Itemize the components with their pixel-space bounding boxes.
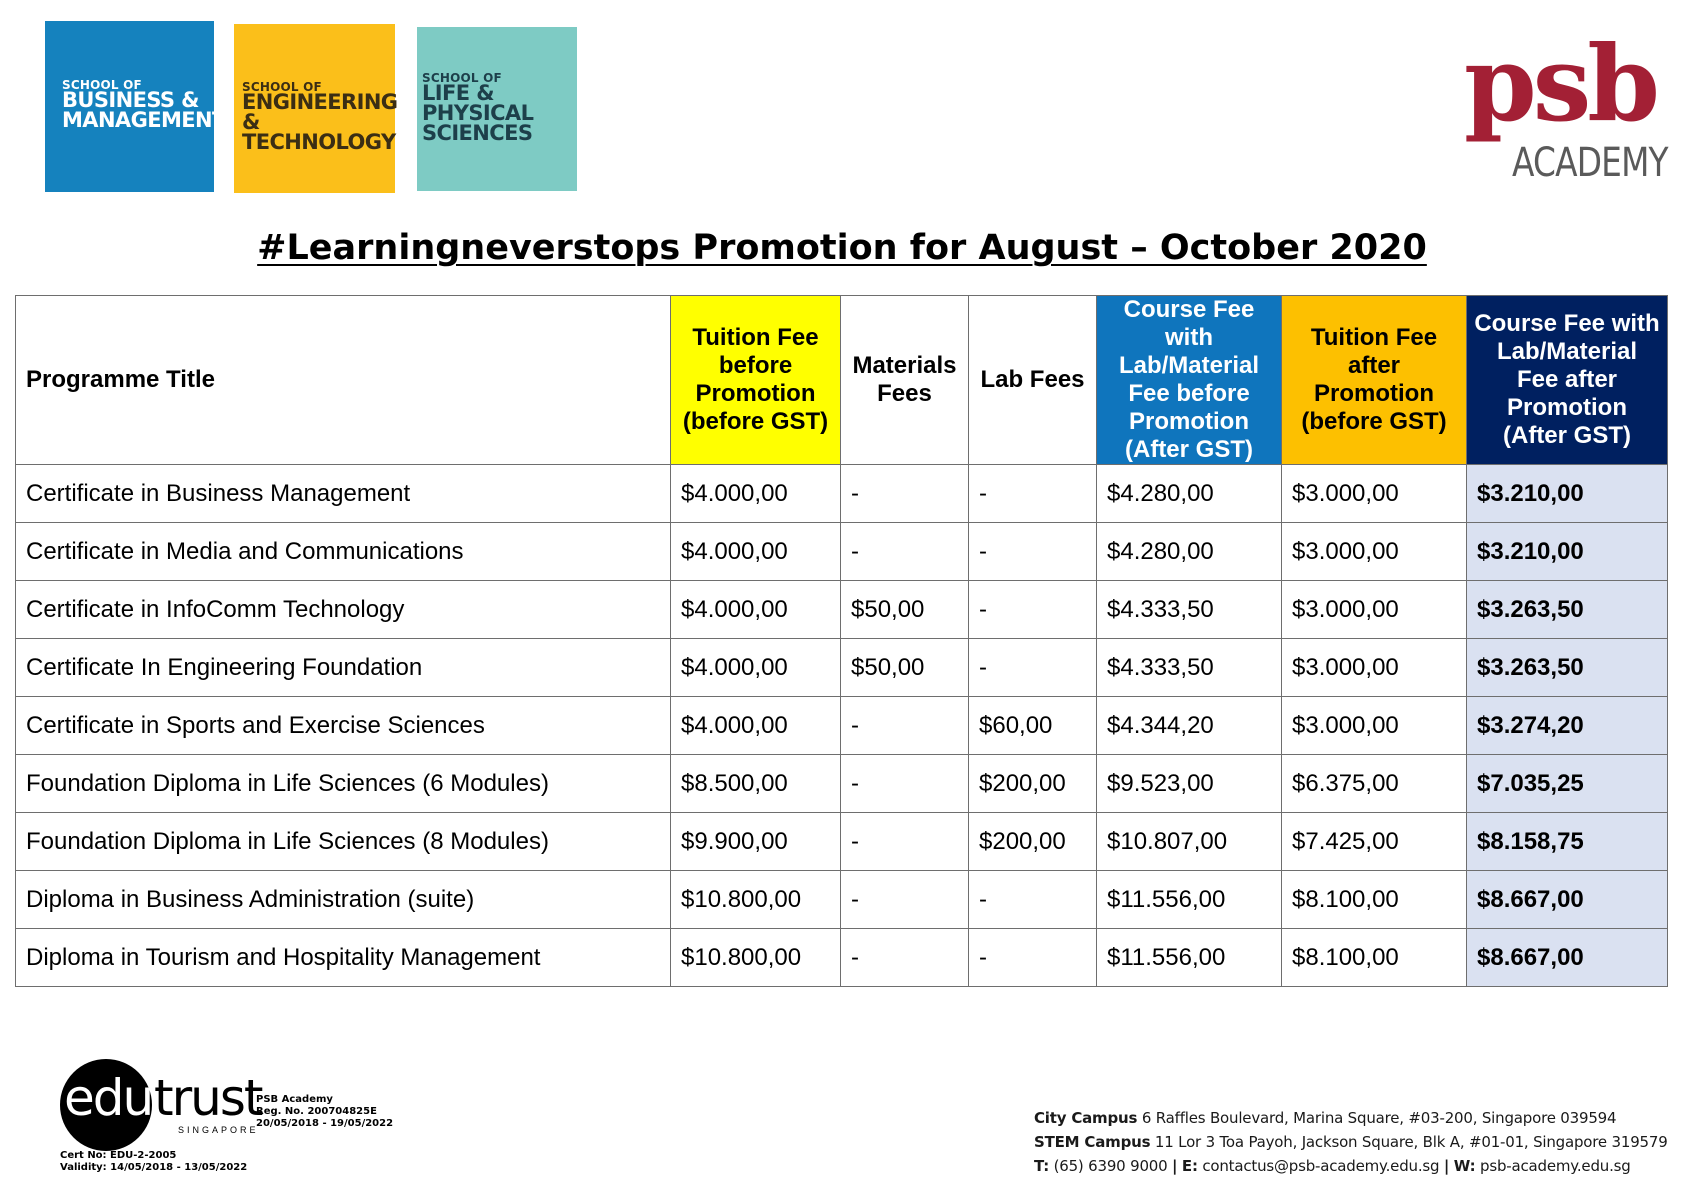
contact-info bbox=[1034, 1106, 1668, 1178]
tuition-before-cell: $9.900,00 bbox=[671, 813, 841, 871]
psb-academy-logo bbox=[1460, 22, 1668, 186]
table-row bbox=[16, 871, 1668, 929]
tuition-after-cell: $3.000,00 bbox=[1282, 523, 1467, 581]
programme-title-cell: Diploma in Business Administration (suite) bbox=[16, 871, 671, 929]
materials-fee-cell: - bbox=[841, 697, 969, 755]
header-course-fee-after: Course Fee with Lab/Material Fee after Promotion (After GST) bbox=[1467, 296, 1668, 465]
course-fee-before-cell: $9.523,00 bbox=[1097, 755, 1282, 813]
course-fee-after-cell: $3.210,00 bbox=[1467, 523, 1668, 581]
header-tuition-after: Tuition Fee after Promotion (before GST) bbox=[1282, 296, 1467, 465]
edutrust-trust: trust bbox=[154, 1069, 262, 1127]
programme-title-cell: Certificate In Engineering Foundation bbox=[16, 639, 671, 697]
lab-fee-cell: $60,00 bbox=[969, 697, 1097, 755]
tuition-after-cell: $3.000,00 bbox=[1282, 465, 1467, 523]
tuition-before-cell: $4.000,00 bbox=[671, 523, 841, 581]
lab-fee-cell: $200,00 bbox=[969, 813, 1097, 871]
lab-fee-cell: - bbox=[969, 465, 1097, 523]
phone-number: (65) 6390 9000 bbox=[1053, 1157, 1168, 1175]
course-fee-before-cell: $4.344,20 bbox=[1097, 697, 1282, 755]
materials-fee-cell: - bbox=[841, 465, 969, 523]
materials-fee-cell: $50,00 bbox=[841, 581, 969, 639]
tuition-after-cell: $8.100,00 bbox=[1282, 871, 1467, 929]
tuition-before-cell: $4.000,00 bbox=[671, 581, 841, 639]
programme-title-cell: Certificate in Business Management bbox=[16, 465, 671, 523]
psb-logo-word: psb bbox=[1464, 22, 1656, 145]
tuition-after-cell: $8.100,00 bbox=[1282, 929, 1467, 987]
logo-line: ENGINEERING & bbox=[242, 90, 398, 135]
materials-fee-cell: $50,00 bbox=[841, 639, 969, 697]
logo-line: TECHNOLOGY bbox=[242, 130, 396, 155]
tuition-before-cell: $8.500,00 bbox=[671, 755, 841, 813]
course-fee-before-cell: $11.556,00 bbox=[1097, 929, 1282, 987]
table-row bbox=[16, 581, 1668, 639]
tuition-after-cell: $7.425,00 bbox=[1282, 813, 1467, 871]
web-label: W: bbox=[1453, 1157, 1476, 1175]
logo-line: SCHOOL OF bbox=[422, 71, 502, 85]
table-row bbox=[16, 523, 1668, 581]
course-fee-before-cell: $4.280,00 bbox=[1097, 523, 1282, 581]
stem-campus-address: 11 Lor 3 Toa Payoh, Jackson Square, Blk A, #01-01, Singapore 319579 bbox=[1154, 1133, 1668, 1151]
programme-title-cell: Certificate in Sports and Exercise Sciences bbox=[16, 697, 671, 755]
course-fee-after-cell: $8.667,00 bbox=[1467, 871, 1668, 929]
school-life-sciences-logo bbox=[417, 27, 577, 191]
tuition-after-cell: $6.375,00 bbox=[1282, 755, 1467, 813]
materials-fee-cell: - bbox=[841, 813, 969, 871]
logo-line: PHYSICAL bbox=[422, 101, 534, 126]
lab-fee-cell: - bbox=[969, 523, 1097, 581]
header-materials-fees: Materials Fees bbox=[841, 296, 969, 465]
city-campus-line bbox=[1034, 1106, 1668, 1130]
city-campus-label: City Campus bbox=[1034, 1109, 1138, 1127]
table-row bbox=[16, 697, 1668, 755]
tuition-after-cell: $3.000,00 bbox=[1282, 639, 1467, 697]
course-fee-after-cell: $8.667,00 bbox=[1467, 929, 1668, 987]
course-fee-before-cell: $10.807,00 bbox=[1097, 813, 1282, 871]
edutrust-reg: Reg. No. 200704825E bbox=[256, 1106, 377, 1117]
table-row bbox=[16, 639, 1668, 697]
edutrust-edu: edu bbox=[64, 1069, 153, 1127]
materials-fee-cell: - bbox=[841, 755, 969, 813]
course-fee-after-cell: $3.263,50 bbox=[1467, 639, 1668, 697]
materials-fee-cell: - bbox=[841, 929, 969, 987]
header-tuition-before: Tuition Fee before Promotion (before GST) bbox=[671, 296, 841, 465]
edutrust-details bbox=[256, 1094, 393, 1130]
cert-info bbox=[60, 1150, 247, 1174]
psb-logo-academy: ACADEMY bbox=[1512, 140, 1668, 186]
separator: | bbox=[1172, 1157, 1178, 1175]
edutrust-logo bbox=[58, 1055, 262, 1135]
course-fee-after-cell: $8.158,75 bbox=[1467, 813, 1668, 871]
city-campus-address: 6 Raffles Boulevard, Marina Square, #03-200, Singapore 039594 bbox=[1141, 1109, 1617, 1127]
logo-line: SCHOOL OF bbox=[62, 78, 142, 92]
course-fee-before-cell: $11.556,00 bbox=[1097, 871, 1282, 929]
table-header-row bbox=[16, 296, 1668, 465]
lab-fee-cell: - bbox=[969, 929, 1097, 987]
lab-fee-cell: - bbox=[969, 871, 1097, 929]
tuition-before-cell: $4.000,00 bbox=[671, 639, 841, 697]
lab-fee-cell: $200,00 bbox=[969, 755, 1097, 813]
email-label: E: bbox=[1181, 1157, 1198, 1175]
tuition-before-cell: $10.800,00 bbox=[671, 871, 841, 929]
materials-fee-cell: - bbox=[841, 871, 969, 929]
course-fee-after-cell: $3.210,00 bbox=[1467, 465, 1668, 523]
programme-title-cell: Diploma in Tourism and Hospitality Management bbox=[16, 929, 671, 987]
programme-title-cell: Foundation Diploma in Life Sciences (6 Modules) bbox=[16, 755, 671, 813]
course-fee-before-cell: $4.280,00 bbox=[1097, 465, 1282, 523]
logo-line: SCHOOL OF bbox=[242, 80, 322, 94]
table-body bbox=[16, 465, 1668, 987]
cert-validity: Validity: 14/05/2018 - 13/05/2022 bbox=[60, 1162, 248, 1173]
header-course-fee-before: Course Fee with Lab/Material Fee before Promotion (After GST) bbox=[1097, 296, 1282, 465]
separator: | bbox=[1443, 1157, 1450, 1175]
course-fee-before-cell: $4.333,50 bbox=[1097, 639, 1282, 697]
fee-table bbox=[15, 295, 1668, 987]
programme-title-cell: Foundation Diploma in Life Sciences (8 Modules) bbox=[16, 813, 671, 871]
course-fee-after-cell: $3.274,20 bbox=[1467, 697, 1668, 755]
header-lab-fees: Lab Fees bbox=[969, 296, 1097, 465]
programme-title-cell: Certificate in Media and Communications bbox=[16, 523, 671, 581]
course-fee-before-cell: $4.333,50 bbox=[1097, 581, 1282, 639]
tuition-before-cell: $4.000,00 bbox=[671, 697, 841, 755]
school-business-logo bbox=[45, 21, 226, 192]
table-row bbox=[16, 929, 1668, 987]
logo-line: LIFE & bbox=[422, 81, 494, 106]
course-fee-after-cell: $7.035,25 bbox=[1467, 755, 1668, 813]
logo-line: BUSINESS & bbox=[62, 88, 199, 113]
edutrust-dates: 20/05/2018 - 19/05/2022 bbox=[256, 1118, 394, 1129]
stem-campus-line bbox=[1034, 1130, 1668, 1154]
table-row bbox=[16, 755, 1668, 813]
tuition-after-cell: $3.000,00 bbox=[1282, 581, 1467, 639]
contact-line bbox=[1034, 1154, 1668, 1178]
table-row bbox=[16, 813, 1668, 871]
school-engineering-logo bbox=[234, 24, 398, 193]
tuition-before-cell: $4.000,00 bbox=[671, 465, 841, 523]
tuition-before-cell: $10.800,00 bbox=[671, 929, 841, 987]
edutrust-country: SINGAPORE bbox=[178, 1125, 259, 1135]
email-link[interactable]: contactus@psb-academy.edu.sg bbox=[1202, 1157, 1440, 1175]
page-title: #Learningneverstops Promotion for August – October 2020 bbox=[257, 228, 1427, 268]
header-programme-title: Programme Title bbox=[16, 296, 671, 465]
stem-campus-label: STEM Campus bbox=[1034, 1133, 1151, 1151]
phone-label: T: bbox=[1034, 1157, 1050, 1175]
tuition-after-cell: $3.000,00 bbox=[1282, 697, 1467, 755]
programme-title-cell: Certificate in InfoComm Technology bbox=[16, 581, 671, 639]
course-fee-after-cell: $3.263,50 bbox=[1467, 581, 1668, 639]
table-row bbox=[16, 465, 1668, 523]
lab-fee-cell: - bbox=[969, 581, 1097, 639]
lab-fee-cell: - bbox=[969, 639, 1097, 697]
edutrust-org: PSB Academy bbox=[256, 1094, 333, 1105]
materials-fee-cell: - bbox=[841, 523, 969, 581]
cert-number: Cert No: EDU-2-2005 bbox=[60, 1150, 177, 1161]
logo-line: MANAGEMENT bbox=[62, 108, 226, 133]
logo-line: SCIENCES bbox=[422, 121, 533, 146]
web-link[interactable]: psb-academy.edu.sg bbox=[1480, 1157, 1631, 1175]
